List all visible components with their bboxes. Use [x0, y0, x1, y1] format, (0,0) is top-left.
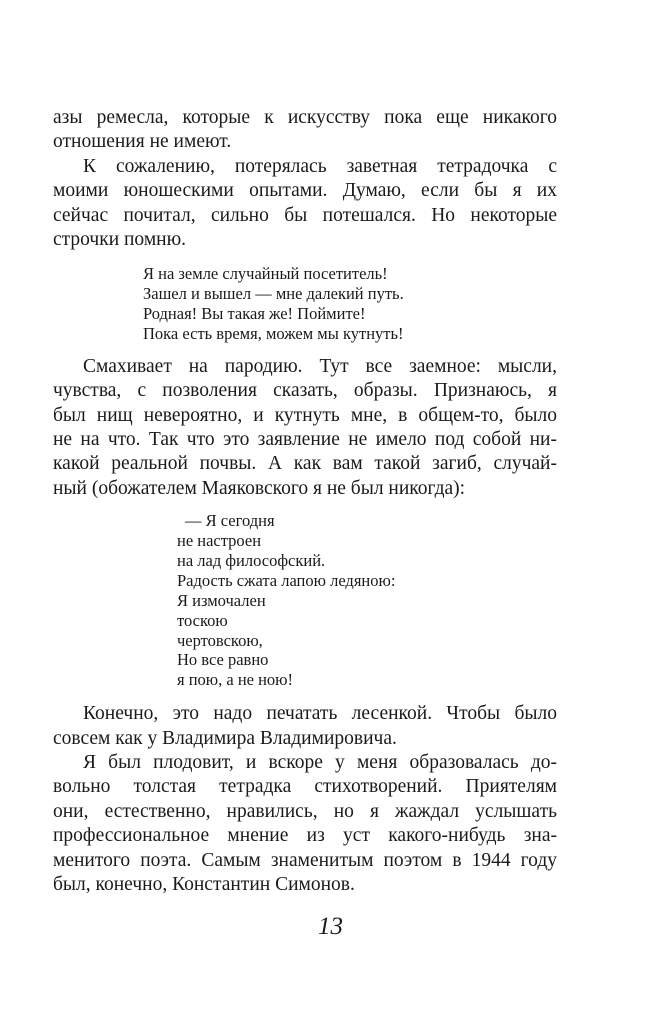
- paragraph-4: [53, 702, 557, 751]
- text-line: Смахивает на пародию. Тут все заемное: мысли,: [83, 355, 557, 377]
- text-line: совсем как у Владимира Владимировича.: [53, 727, 397, 749]
- paragraph-3: [53, 355, 557, 501]
- text-line: был, конечно, Константин Симонов.: [53, 874, 355, 895]
- verse-line: я пою, а не ною!: [177, 670, 293, 690]
- verse-line: на лад философский.: [177, 551, 326, 571]
- verse-quote-2: [177, 511, 557, 690]
- page-body: [53, 106, 557, 897]
- verse-line: Радость сжата лапою ледяною:: [177, 570, 396, 590]
- text-line: К сожалению, потерялась заветная тетрадочка с: [83, 155, 557, 177]
- text-line: азы ремесла, которые к искусству пока еще никакого: [53, 107, 557, 128]
- text-line: сейчас почитал, сильно бы потешался. Но некоторые: [53, 204, 557, 226]
- verse-line: Но все равно: [177, 650, 269, 670]
- page-number: 13: [318, 913, 343, 940]
- verse-line: не настроен: [177, 531, 262, 551]
- text-line: они, естественно, нравились, но я жаждал услышать: [53, 800, 557, 822]
- verse-line: Зашел и вышел — мне далекий путь.: [143, 284, 404, 304]
- text-line: Конечно, это надо печатать лесенкой. Чтобы было: [83, 703, 557, 725]
- text-line: профессиональное мнение из уст какого-нибудь зна-: [53, 825, 557, 847]
- text-line: строчки помню.: [53, 228, 187, 250]
- verse-line: тоскою: [177, 610, 228, 630]
- verse-line: — Я сегодня: [185, 511, 275, 531]
- text-line: какой реальной почвы. А как вам такой загиб, случай-: [53, 453, 557, 475]
- text-line: не на что. Так что это заявление не имело под собой ни-: [53, 429, 557, 451]
- text-line: ный (обожателем Маяковского я не был никогда):: [53, 477, 466, 499]
- text-line: вольно толстая тетрадка стихотворений. Приятелям: [53, 776, 557, 798]
- paragraph-1: [53, 106, 557, 155]
- text-line: чувства, с позволения сказать, образы. Признаюсь, я: [53, 380, 557, 402]
- text-line: был нищ невероятно, и кутнуть мне, в общем-то, было: [53, 404, 557, 426]
- text-line: отношения не имеют.: [53, 131, 232, 153]
- verse-line: Я на земле случайный посетитель!: [143, 264, 388, 284]
- text-line: моими юношескими опытами. Думаю, если бы я их: [53, 180, 557, 202]
- verse-line: чертовскою,: [177, 630, 263, 650]
- text-line: Я был плодовит, и вскоре у меня образовалась до-: [83, 752, 557, 774]
- verse-line: Я измочален: [177, 590, 266, 610]
- verse-quote-1: [143, 264, 557, 344]
- paragraph-5: [53, 751, 557, 897]
- verse-line: Пока есть время, можем мы кутнуть!: [143, 324, 404, 344]
- paragraph-2: [53, 155, 557, 253]
- verse-line: Родная! Вы такая же! Поймите!: [143, 304, 366, 324]
- text-line: менитого поэта. Самым знаменитым поэтом в 1944 году: [53, 849, 557, 871]
